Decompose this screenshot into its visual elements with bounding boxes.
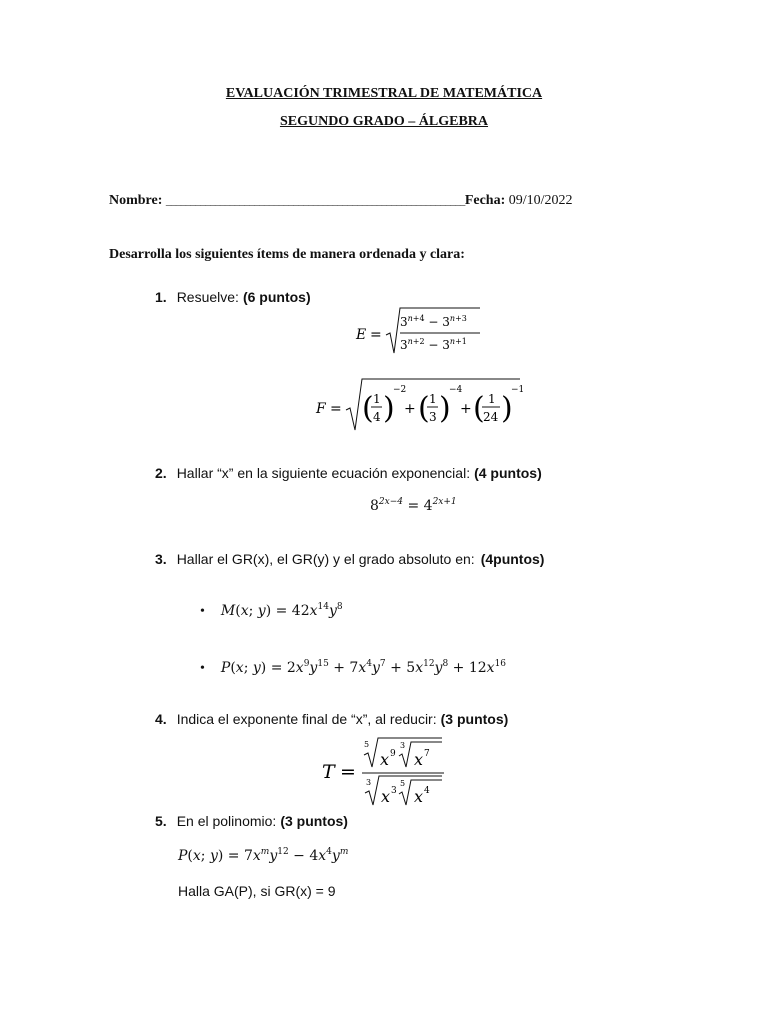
- formula-e: [352, 305, 492, 357]
- exam-subtitle: SEGUNDO GRADO – ÁLGEBRA: [279, 114, 489, 129]
- list-item: [200, 659, 506, 677]
- svg-text:3n+4 − 3n+3: $3^n+4 - 3^n+3$: [400, 314, 467, 329]
- name-label: Nombre:: [109, 193, 163, 208]
- item-3: [155, 551, 544, 569]
- formula-f: [312, 376, 527, 434]
- name-blank: _____________________________________________________________: [165, 195, 465, 207]
- svg-text:x: x: [380, 750, 390, 769]
- item-4: [155, 711, 508, 729]
- formula-p-polynomial: P(x; $y) = 2x^9y^{15} + 7x^4y^7 + 5x^{12}y^8 + 12x^{16}$: [220, 659, 507, 676]
- svg-text:T: T: [322, 761, 335, 783]
- item-text: En el polinomio:: [176, 813, 277, 829]
- item-number: 5.: [155, 813, 167, 829]
- svg-text:=: =: [330, 401, 342, 417]
- svg-text:3: 3: [400, 741, 406, 750]
- exam-title: EVALUACIÓN TRIMESTRAL DE MATEMÁTICA: [225, 86, 543, 101]
- item-number: 2.: [155, 465, 167, 481]
- svg-text:1: 1: [488, 392, 496, 406]
- svg-text:): ): [439, 391, 451, 426]
- svg-text:5: 5: [364, 740, 370, 749]
- item-points: (3 puntos): [280, 813, 348, 829]
- svg-text:3: 3: [366, 778, 372, 787]
- svg-text:(: (: [362, 391, 374, 426]
- item-number: 1.: [155, 289, 167, 305]
- svg-text:): ): [501, 391, 513, 426]
- svg-text:−4: −4: [449, 385, 463, 395]
- item-points: (4 puntos): [474, 465, 542, 481]
- svg-text:=: =: [340, 761, 356, 783]
- instructions: Desarrolla los siguientes ítems de manera ordenada y clara:: [109, 247, 465, 262]
- item-number: 3.: [155, 551, 167, 567]
- svg-text:4: 4: [373, 410, 381, 424]
- svg-text:+: +: [460, 401, 472, 417]
- svg-text:5: 5: [400, 779, 406, 788]
- svg-text:x: x: [381, 787, 391, 806]
- svg-text:1: 1: [373, 392, 381, 406]
- item-points: (6 puntos): [242, 289, 311, 305]
- svg-text:x: x: [414, 787, 424, 806]
- svg-text:4: 4: [424, 786, 430, 796]
- svg-text:3: 3: [391, 786, 397, 796]
- item-text: Indica el exponente final de “x”, al reducir:: [176, 711, 437, 727]
- list-item: [200, 602, 343, 620]
- svg-text:7: 7: [424, 749, 430, 759]
- svg-text:9: 9: [390, 749, 396, 759]
- item-points: (4puntos): [480, 551, 545, 567]
- svg-text:3n+2 − 3n+1: $3^n+2 - 3^n+1$: [400, 337, 467, 352]
- svg-text:): ): [383, 391, 395, 426]
- svg-text:F: F: [316, 401, 326, 417]
- svg-text:(: (: [473, 391, 485, 426]
- item-1: [155, 289, 311, 307]
- svg-text:(: (: [418, 391, 430, 426]
- item-text: Hallar “x” en la siguiente ecuación exponencial:: [176, 465, 471, 481]
- date-label: Fecha:: [464, 193, 506, 208]
- svg-text:+: +: [404, 401, 416, 417]
- svg-text:x: x: [414, 750, 424, 769]
- bullet: •: [200, 604, 205, 619]
- svg-text:=: =: [370, 327, 382, 343]
- formula-t: [318, 736, 453, 808]
- date-value: 09/10/2022: [508, 193, 573, 208]
- svg-text:3: 3: [429, 410, 437, 424]
- formula-m: M(x; $y) = 42x^{14}y^8$: [220, 602, 343, 619]
- formula-p-binomial: P(x; $y) = 7x^my^{12} - 4x^4y^m$: [178, 847, 349, 864]
- svg-text:1: 1: [429, 392, 437, 406]
- item-text: Hallar el GR(x), el GR(y) y el grado absoluto en:: [176, 551, 475, 567]
- svg-text:E: E: [356, 327, 367, 343]
- item-number: 4.: [155, 711, 167, 727]
- formula-exponential-equation: $8^{2x-4} = 4^{2x+1}$: [370, 497, 457, 514]
- svg-text:24: 24: [483, 410, 499, 424]
- student-info-line: [109, 193, 573, 209]
- item-5: [155, 813, 348, 831]
- svg-text:−1: −1: [511, 385, 525, 395]
- bullet: •: [200, 661, 205, 676]
- item-5-note: Halla GA(P), si GR(x) = 9: [178, 883, 336, 899]
- item-text: Resuelve:: [176, 289, 239, 305]
- svg-text:−2: −2: [393, 385, 407, 395]
- item-2: [155, 465, 542, 483]
- item-points: (3 puntos): [440, 711, 509, 727]
